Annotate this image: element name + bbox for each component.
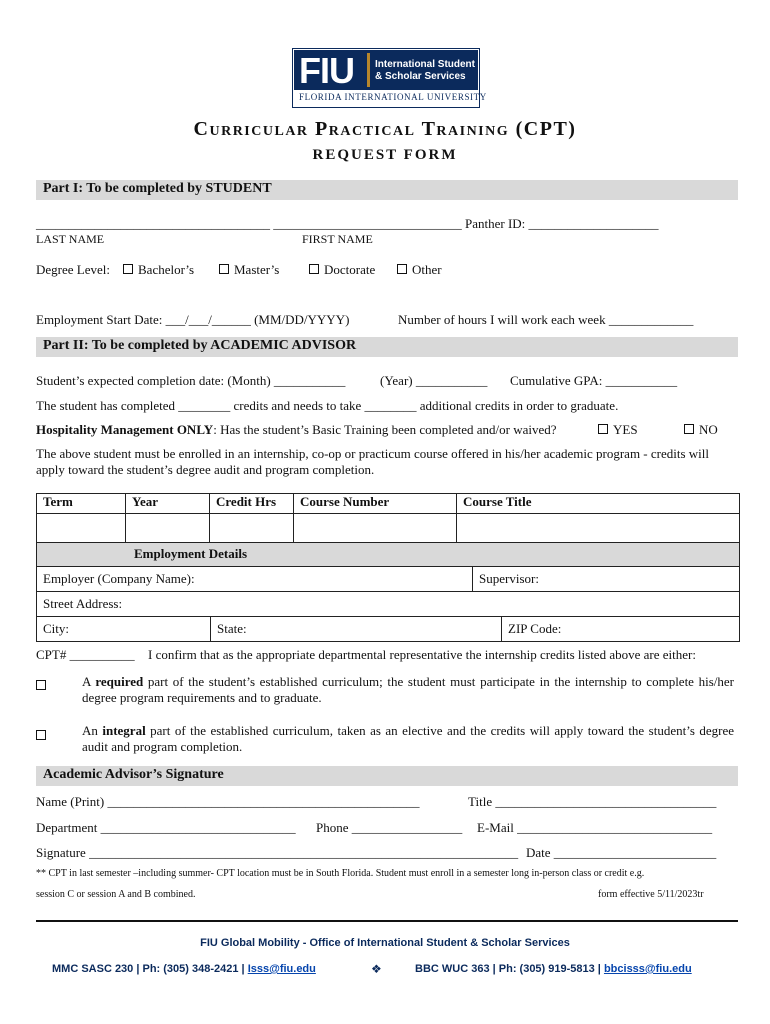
logo-university: FLORIDA INTERNATIONAL UNIVERSITY: [299, 92, 487, 102]
col-course-number: Course Number: [294, 494, 457, 514]
checkbox-icon: [123, 264, 133, 274]
year-cell[interactable]: [126, 514, 210, 543]
city-label: City:: [43, 621, 70, 636]
yes-label: YES: [613, 422, 638, 437]
course-title-cell[interactable]: [457, 514, 740, 543]
state-field[interactable]: [211, 617, 502, 642]
footer-mmc: [52, 963, 316, 975]
checkbox-icon: [397, 264, 407, 274]
employment-heading: [37, 543, 740, 567]
checkbox-icon: [219, 264, 229, 274]
signature-field[interactable]: Signature __________________________________________________________________: [36, 845, 519, 860]
degree-option-masters[interactable]: [219, 262, 279, 278]
start-date-field[interactable]: Employment Start Date: ___/___/______ (MM/DD/YYYY): [36, 312, 350, 327]
integral-bold: integral: [102, 723, 146, 738]
department-field[interactable]: Department ______________________________: [36, 820, 296, 835]
zip-field[interactable]: [502, 617, 740, 642]
date-field[interactable]: Date _________________________: [526, 845, 717, 860]
cpt-note-cont: session C or session A and B combined.: [36, 889, 196, 900]
degree-option-label: Master’s: [234, 262, 280, 277]
part1-heading: Part I: To be completed by STUDENT: [43, 181, 272, 196]
required-option-checkbox[interactable]: [36, 677, 51, 695]
degree-option-other[interactable]: [397, 262, 442, 278]
col-course-title: Course Title: [457, 494, 740, 514]
part2-heading-bar: [36, 337, 738, 357]
fiu-logo: [292, 48, 487, 108]
page-subtitle: REQUEST FORM: [312, 147, 458, 163]
checkbox-icon: [36, 680, 46, 690]
enrollment-paragraph: The above student must be enrolled in an internship, co-op or practicum course offered in his/her academic program - credits will apply toward the student’s degree audit and program completion.: [36, 446, 710, 477]
street-table: [36, 591, 740, 617]
title-field[interactable]: Title __________________________________: [468, 794, 717, 809]
term-cell[interactable]: [37, 514, 126, 543]
state-label: State:: [217, 621, 247, 636]
hospitality-bold: Hospitality Management ONLY: [36, 422, 214, 437]
checkbox-icon: [36, 730, 46, 740]
supervisor-label: Supervisor:: [479, 571, 539, 586]
bbc-info: BBC WUC 363 | Ph: (305) 919-5813 |: [415, 963, 601, 975]
footer-bbc: [415, 963, 692, 975]
footer-divider: [36, 920, 738, 922]
street-field[interactable]: [37, 592, 740, 617]
footer-diamond-icon: ❖: [371, 962, 382, 976]
logo-line1: International Student: [375, 59, 475, 70]
name-print-field[interactable]: Name (Print) ________________________________________________: [36, 794, 420, 809]
zip-label: ZIP Code:: [508, 621, 562, 636]
signature-heading-bar: [36, 766, 738, 786]
employment-heading-text: Employment Details: [134, 546, 248, 561]
page-title: Curricular Practical Training (CPT): [193, 118, 577, 140]
part2-heading: Part II: To be completed by ACADEMIC ADVISOR: [43, 338, 357, 353]
integral-option-checkbox[interactable]: [36, 727, 51, 745]
part1-heading-bar: [36, 180, 738, 200]
no-label: NO: [699, 422, 718, 437]
degree-option-label: Doctorate: [324, 262, 376, 277]
course-table: [36, 493, 740, 567]
city-table: [36, 616, 740, 642]
logo-line2: & Scholar Services: [375, 71, 466, 82]
logo-mark: FIU: [299, 50, 354, 91]
cpt-number-field[interactable]: CPT# __________: [36, 647, 135, 662]
supervisor-field[interactable]: [473, 567, 740, 592]
integral-prefix: An: [82, 723, 103, 738]
integral-rest: part of the established curriculum, taken as an elective and the credits will apply toward the student’s degree audit and program completion.: [82, 723, 734, 754]
bbc-email-link[interactable]: bbcisss@fiu.edu: [603, 963, 692, 975]
checkbox-icon: [309, 264, 319, 274]
employer-label: Employer (Company Name):: [43, 571, 195, 586]
gpa-field[interactable]: Cumulative GPA: ___________: [510, 373, 678, 388]
degree-option-bachelors[interactable]: [123, 262, 194, 278]
degree-option-label: Other: [412, 262, 442, 277]
integral-option-text: [82, 723, 734, 755]
credit-hrs-cell[interactable]: [210, 514, 294, 543]
confirm-statement: I confirm that as the appropriate departmental representative the internship credits listed above are either:: [148, 647, 696, 662]
footer-office: FIU Global Mobility - Office of International Student & Scholar Services: [200, 937, 570, 949]
mmc-info: MMC SASC 230 | Ph: (305) 348-2421 |: [52, 963, 245, 975]
col-year: Year: [126, 494, 210, 514]
hospitality-text: : Has the student’s Basic Training been completed and/or waived?: [213, 422, 557, 437]
required-prefix: A: [82, 674, 96, 689]
completion-month-field[interactable]: Student’s expected completion date: (Month) ___________: [36, 373, 346, 388]
mmc-email-link[interactable]: Isss@fiu.edu: [247, 963, 316, 975]
checkbox-icon: [598, 424, 608, 434]
name-fields-line[interactable]: ____________________________________ _____________________________ Panther ID: ____________________: [36, 216, 659, 231]
completion-year-field[interactable]: (Year) ___________: [380, 373, 488, 388]
hours-field[interactable]: Number of hours I will work each week _____________: [398, 312, 694, 327]
last-name-label: LAST NAME: [36, 232, 105, 246]
credits-field[interactable]: The student has completed ________ credits and needs to take ________ additional credits in order to graduate.: [36, 398, 619, 413]
form-effective-date: form effective 5/11/2023tr: [598, 889, 704, 900]
degree-option-doctorate[interactable]: [309, 262, 375, 278]
course-number-cell[interactable]: [294, 514, 457, 543]
hospitality-yes-option[interactable]: [598, 422, 638, 438]
hospitality-question: [36, 422, 557, 438]
required-rest: part of the student’s established curriculum; the student must participate in the internship to complete his/her degree program requirements and to graduate.: [82, 674, 734, 705]
required-bold: required: [95, 674, 144, 689]
first-name-label: FIRST NAME: [302, 232, 373, 246]
city-field[interactable]: [37, 617, 211, 642]
email-field[interactable]: E-Mail ______________________________: [477, 820, 713, 835]
employer-field[interactable]: [37, 567, 473, 592]
employer-table: [36, 566, 740, 592]
hospitality-no-option[interactable]: [684, 422, 718, 438]
street-label: Street Address:: [43, 596, 123, 611]
degree-level-label: Degree Level:: [36, 262, 110, 277]
phone-field[interactable]: Phone _________________: [316, 820, 463, 835]
signature-heading: Academic Advisor’s Signature: [43, 767, 224, 782]
required-option-text: [82, 674, 734, 706]
col-term: Term: [37, 494, 126, 514]
checkbox-icon: [684, 424, 694, 434]
cpt-note: ** CPT in last semester –including summer- CPT location must be in South Florida. Student must enroll in a semester long in-person class or credit e.g.: [36, 868, 645, 879]
degree-option-label: Bachelor’s: [138, 262, 195, 277]
col-credit-hrs: Credit Hrs: [210, 494, 294, 514]
